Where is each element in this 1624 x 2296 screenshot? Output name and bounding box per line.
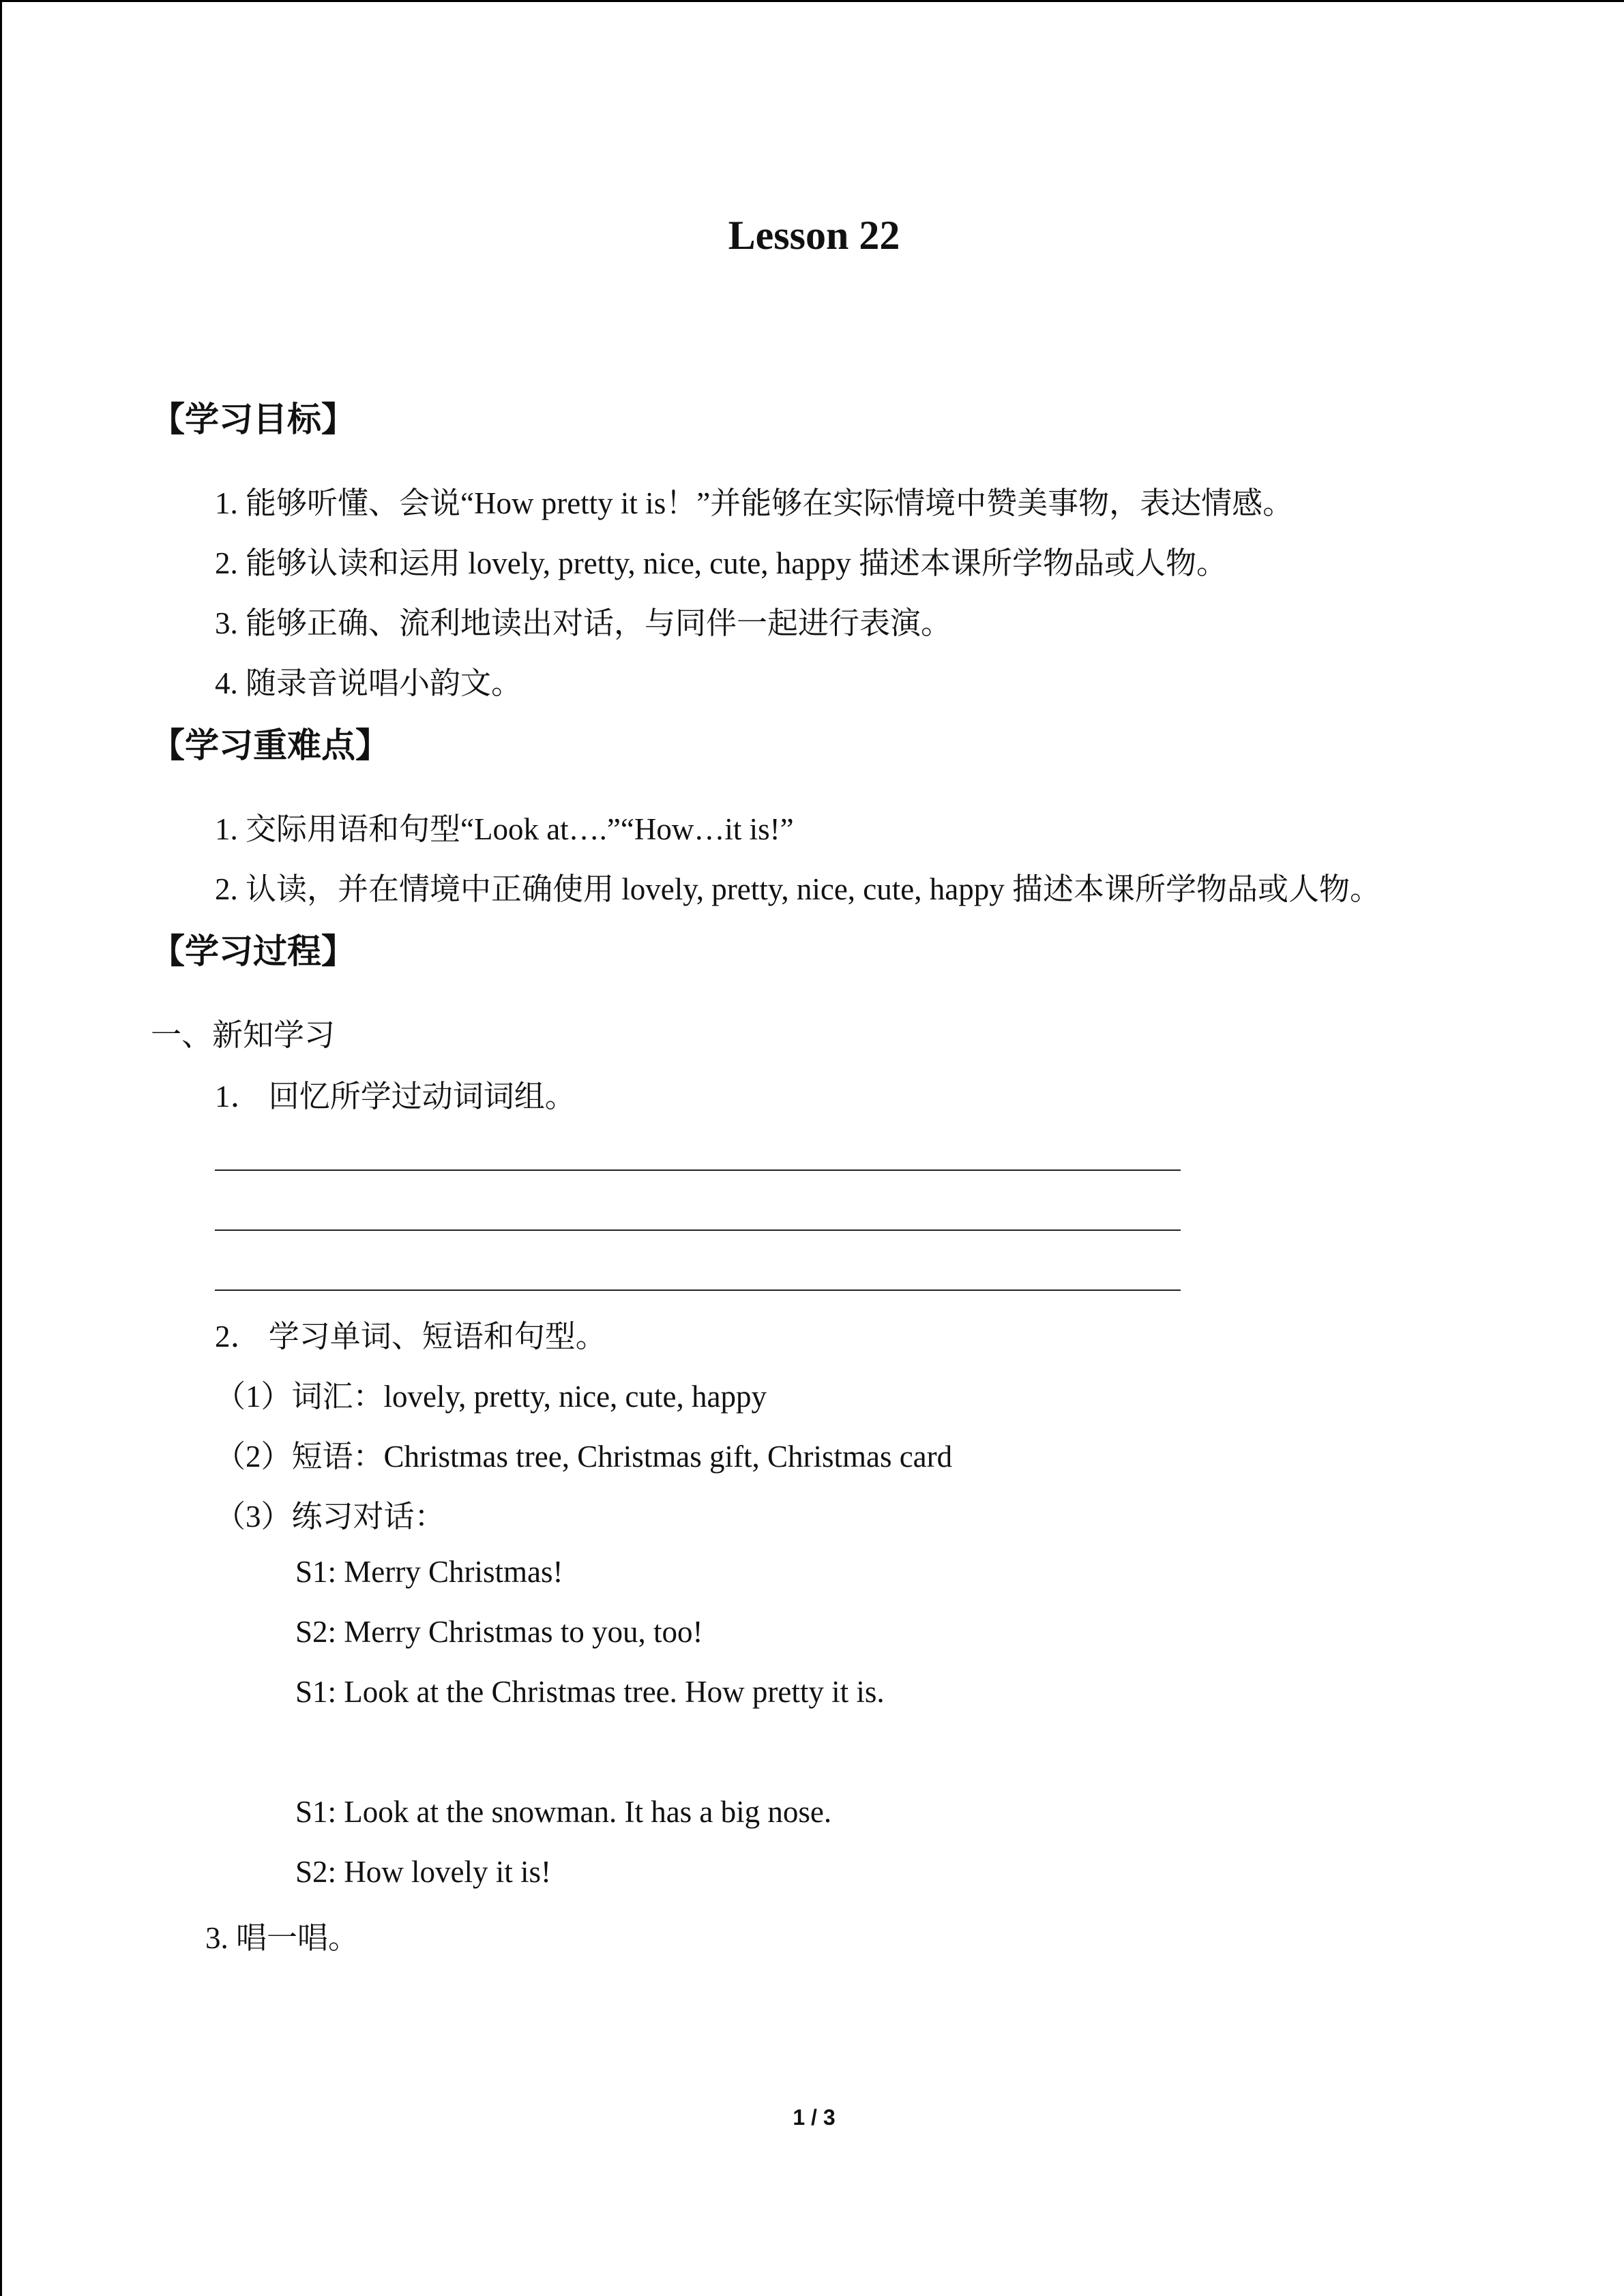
goal-text: 能够听懂、会说“How pretty it is！”并能够在实际情境中赞美事物，表达情感。 bbox=[246, 486, 1294, 520]
page-number: 1 / 3 bbox=[793, 2105, 836, 2130]
goal-item bbox=[215, 658, 522, 702]
section-heading-key-points: 【学习重难点】 bbox=[151, 726, 389, 765]
key-point-number: 1. bbox=[215, 812, 238, 846]
step-text: 回忆所学过动词词组。 bbox=[268, 1079, 576, 1114]
page-title: Lesson 22 bbox=[728, 213, 900, 258]
sub-item-text: 短语：Christmas tree, Christmas gift, Christmas card bbox=[291, 1440, 953, 1474]
step-text: 唱一唱。 bbox=[236, 1921, 359, 1955]
step-number: 1． bbox=[215, 1079, 261, 1114]
step-2 bbox=[215, 1311, 606, 1356]
step-text: 学习单词、短语和句型。 bbox=[268, 1320, 606, 1354]
dialogue-line: S2: How lovely it is! bbox=[295, 1855, 552, 1889]
goal-number: 3. bbox=[215, 606, 238, 640]
sub-item-text: 练习对话： bbox=[291, 1500, 445, 1534]
sub-item-label: （1） bbox=[215, 1380, 292, 1414]
step-number: 2． bbox=[215, 1320, 261, 1354]
goal-item bbox=[215, 598, 951, 642]
sub-item-vocabulary bbox=[215, 1371, 767, 1416]
answer-blank-line[interactable] bbox=[215, 1289, 1181, 1291]
answer-blank-line[interactable] bbox=[215, 1229, 1181, 1231]
goal-number: 4. bbox=[215, 666, 238, 700]
goal-text: 随录音说唱小韵文。 bbox=[246, 666, 522, 700]
goal-number: 1. bbox=[215, 486, 238, 520]
sub-item-phrases bbox=[215, 1431, 952, 1476]
answer-blank-line[interactable] bbox=[215, 1169, 1181, 1171]
sub-item-label: （3） bbox=[215, 1500, 292, 1534]
part-one-heading: 一、新知学习 bbox=[151, 1018, 336, 1052]
sub-item-label: （2） bbox=[215, 1440, 292, 1474]
dialogue-line: S2: Merry Christmas to you, too! bbox=[295, 1615, 703, 1649]
key-point-item bbox=[215, 864, 1381, 908]
dialogue-line: S1: Merry Christmas! bbox=[295, 1555, 563, 1589]
sub-item-dialogue bbox=[215, 1491, 445, 1536]
goal-text: 能够正确、流利地读出对话，与同伴一起进行表演。 bbox=[246, 606, 952, 640]
sub-item-text: 词汇：lovely, pretty, nice, cute, happy bbox=[291, 1380, 767, 1414]
section-heading-goals: 【学习目标】 bbox=[151, 400, 355, 439]
key-point-item bbox=[215, 804, 794, 848]
dialogue-line: S1: Look at the snowman. It has a big nose. bbox=[295, 1795, 832, 1829]
goal-text: 能够认读和运用 lovely, pretty, nice, cute, happy 描述本课所学物品或人物。 bbox=[246, 546, 1227, 580]
goal-item bbox=[215, 538, 1227, 582]
step-1 bbox=[215, 1071, 576, 1116]
goal-number: 2. bbox=[215, 546, 238, 580]
key-point-text: 交际用语和句型“Look at….”“How…it is!” bbox=[246, 812, 794, 846]
section-heading-process: 【学习过程】 bbox=[151, 931, 355, 971]
goal-item bbox=[215, 478, 1293, 522]
step-number: 3. bbox=[205, 1921, 228, 1955]
step-3 bbox=[205, 1913, 359, 1957]
dialogue-line: S1: Look at the Christmas tree. How pretty it is. bbox=[295, 1675, 885, 1709]
key-point-number: 2. bbox=[215, 872, 238, 906]
key-point-text: 认读，并在情境中正确使用 lovely, pretty, nice, cute, happy 描述本课所学物品或人物。 bbox=[246, 872, 1381, 906]
